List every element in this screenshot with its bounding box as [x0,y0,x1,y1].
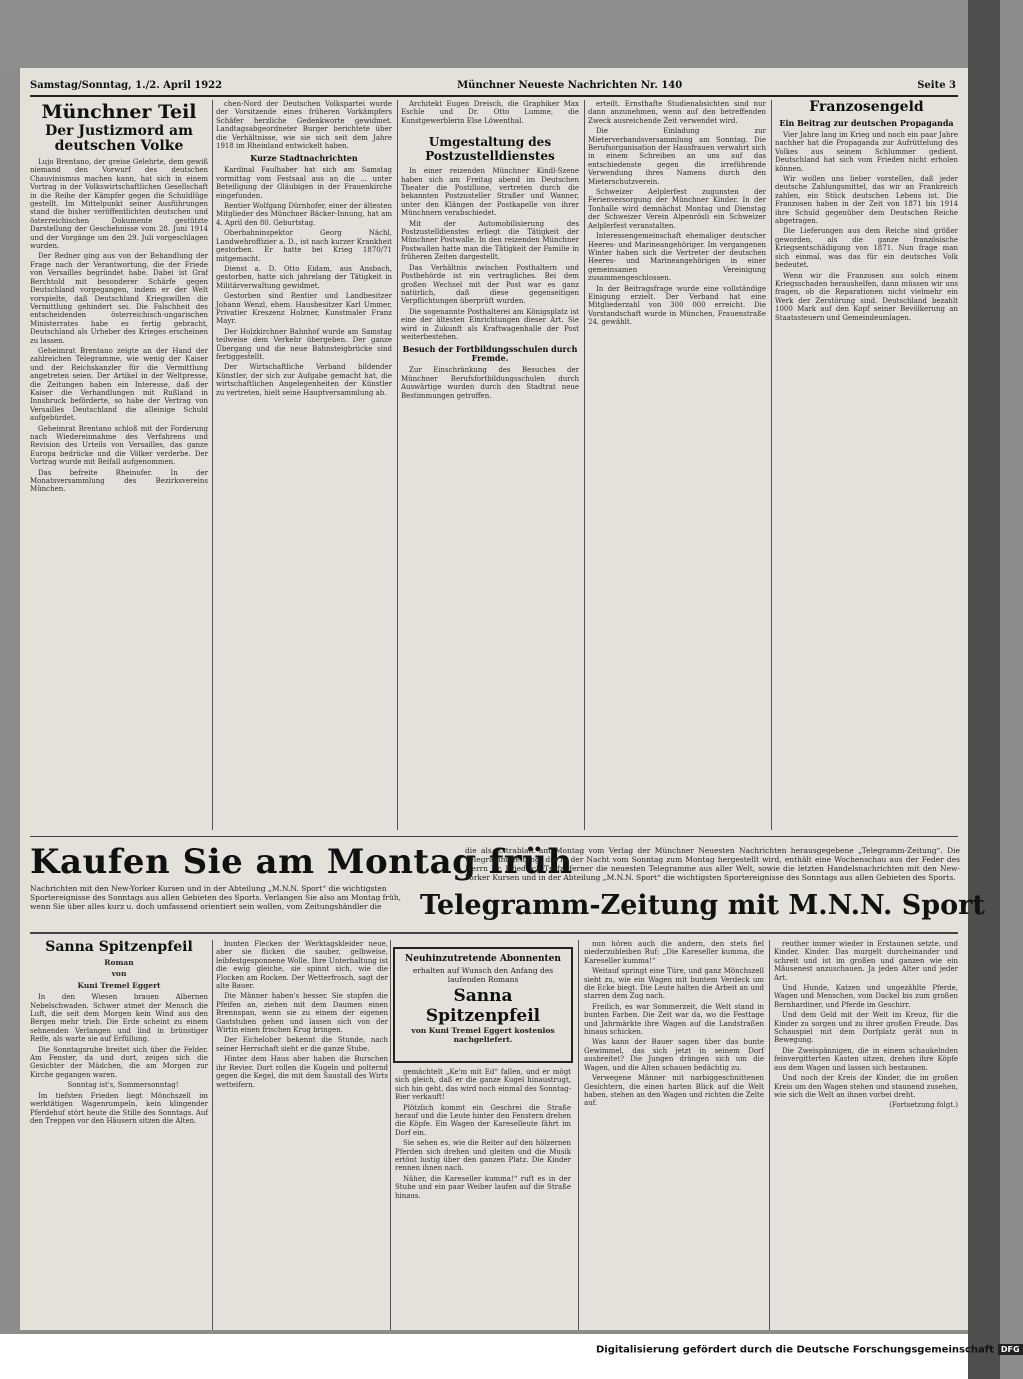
header-masthead: Münchner Neueste Nachrichten Nr. 140 [457,80,683,91]
article-paragraph: In einer reizenden Münchner Kindl-Szene haben sich am Freitag abend im Deutschen Theater die Postillone, vertreten durch die bekannten Postzusteller Straßer und Wanner, unter den Klängen der Postkapelle von ihrer Münchnern verabschiedet. [401,167,579,218]
novel-von: von [111,969,127,979]
subscriber-notice-box [393,947,573,1063]
article-headline: Franzosengeld [809,99,924,115]
digitization-credit [596,1344,1023,1356]
column-stadtnachrichten [216,100,392,830]
article-paragraph: Der Redner ging aus von der Behandlung der Frage nach der Verantwortung, die der Friede von Versailles begründet habe. Dabei ist Graf Berchtold mit besonderer Schärfe gegen Deutschland vorgegangen, indem er der Welt vorspielte, daß Deutschland Kriegswillen die Vermittlung gehindert sei. Die Falschheit des entscheidenden österreichisch-ungarischen Ministerrates habe es fertig gebracht, Deutschland als Urheber des Krieges erscheinen zu lassen. [30,252,208,345]
article-paragraph: Das Verhältnis zwischen Posthaltern und Postbehörde ist ein vertragliches. Bei dem großen Wechsel mit der Post war es ganz natürlich, daß diese gegenseitigen Verpflichtungen überprüft wurden. [401,263,579,306]
ad-headline: Kaufen Sie am Montag früh [30,842,573,882]
article-paragraph: chen-Nord der Deutschen Volkspartei wurde der Vorsitzende eines früheren Vorkämpfers Schäfer herzliche Gedenkworte gewidmet. Landtagsabgeordneter Burger berichtete über die Verhältnisse, wie sie sich seit dem Jahre 1918 im Rheinland entwickelt haben. [216,100,392,151]
section-heading: Besuch der Fortbildungsschulen durch Fremde. [402,344,578,364]
article-paragraph: Vier Jahre lang im Krieg und noch ein paar Jahre nachher hat die Propaganda zur Aufrüttelung des Volkes aus seinem Schlummer gedient. Deutschland hat sich vom Frieden nicht erholen können. [775,131,958,173]
scan-top-margin [0,0,968,68]
novel-paragraph: Die Zweispännigen, die in einem schaukelnden feinvergitterten Kasten sitzen, drehen ihre Köpfe aus dem Wagen und lassen sich bestaunen. [774,1046,958,1072]
column-divider [397,100,398,830]
column-divider [584,100,585,830]
footer-band [0,1334,968,1379]
novel-paragraph: Weitauf springt eine Türe, und ganz Mönchszell sieht zu, wie ein Wagen mit buntem Verdeck um die Ecke biegt. Die Leute halten die Arbeit an und starren dem Zug nach. [584,967,764,1001]
novel-paragraph: Sonntag ist's, Sommersonntag! [67,1081,179,1090]
column-muenchner-teil [30,100,208,830]
article-headline: Umgestaltung des Postzustelldienstes [425,135,555,164]
article-paragraph: Die Einladung zur Mieterverbandsversammlung am Sonntag. Die Berufsorganisation der Hausfrauen verwahrt sich in einem Schreiben an uns auf das entschiedenste gegen die irreführende Verwendung ihres Namens durch den Mieterschutzverein. [588,127,766,186]
page-header [30,80,956,94]
novel-paragraph: Verwegene Männer mit narbiggeschnittenen Gesichtern, die einen harten Blick auf die Welt haben, stehen an den Wagen und richten die Zelte auf. [584,1074,764,1108]
article-paragraph: Schweizer Aelplerfest zugunsten der Ferienversorgung der Münchner Kinder. In der Tonhalle wird demnächst Montag und Dienstag der Schweizer Verein Alpenrösli ein Schweizer Aelplerfest veranstalten. [588,188,766,230]
header-date: Samstag/Sonntag, 1./2. April 1922 [30,80,223,91]
column-franzosengeld [775,100,958,830]
notice-text: von Kuni Tremel Eggert kostenlos nachgeliefert. [411,1026,555,1044]
novel-paragraph: nun hören auch die andern, den stets fiel niederzubleiben Ruf: „Die Kareseller kumma, die Kareseller kumma!“ [584,940,764,965]
novel-paragraph: Im tiefsten Frieden liegt Mönchszell im werktätigen Wagenrumpeln, kein klingender Pferdehuf stört heute die Stille des Sonntags. Auf den Treppen vor den Häusern sitzen die Alten. [30,1091,208,1125]
column-serial-3 [395,1068,571,1330]
novel-paragraph: Sie sehen es, wie die Reiter auf den hölzernen Pferden sich drehen und gleiten und die Musik ertönt lustig über den ganzen Platz. Die Kinder rennen ihnen nach. [395,1139,571,1173]
scan-right-edge [968,0,1000,1379]
column-serial-5 [774,940,958,1330]
novel-paragraph: bunten Flecken der Werktagskleider neue, aber sie flicken die sauber, gelbweise, leibfestgesponnene Wolle. Ihre Unterhaltung ist die ewig gleiche, sie spinnt sich, wie die Flocken am Rocken. Der Wetterfrosch, sagt der alte Bauer. [216,940,388,991]
novel-paragraph: Und dem Geld mit der Welt im Kreuz, für die Kinder zu sorgen und zu ihrer großen Freude. Das Schauspiel mit dem Dorfplatz gerät nun in Bewegung. [774,1011,958,1045]
article-paragraph: Der Holzkirchner Bahnhof wurde am Samstag teilweise dem Verkehr übergeben. Der ganze Übergang und die neue Bahnsteigbrücke sind fertiggestellt. [216,327,392,361]
dfg-logo-icon: DFG [998,1344,1023,1355]
novel-paragraph: Was kann der Bauer sagen über das bunte Gewimmel, das sich jetzt in seinem Dorf ausbreitet? Die Jungen drängen sich um die Wagen, und die Alten schauen bedächtig zu. [584,1038,764,1072]
article-paragraph: Kardinal Faulhaber hat sich am Samstag vormittag vom Festsaal aus an die ... unter Beteiligung der Gläubigen in der Frauenkirche eingefunden. [216,166,392,200]
novel-paragraph: Und Hunde, Katzen und ungezählte Pferde, Wagen und Menschen, vom Dackel bis zum großen Bernhardiner, und Pferde im Geschirr. [774,984,958,1009]
notice-text: erhalten auf Wunsch den Anfang des laufenden Romans [412,966,554,984]
novel-paragraph: Plötzlich kommt ein Geschrei die Straße herauf und die Leute hinter den Fenstern drehen die Köpfe. Ein Wagen der Kareselleute fährt im Dorf ein. [395,1103,571,1137]
article-paragraph: Die Lieferungen aus dem Reiche sind größer geworden, als die ganze französische Kriegsentschädigung von 1871. Nun frage man sich einmal, was das für ein deutsches Volk bedeutet. [775,227,958,270]
column-divider [769,940,770,1330]
novel-title: Sanna Spitzenpfeil [45,939,193,955]
continuation-note: (Fortsetzung folgt.) [889,1101,958,1110]
column-divider [578,940,579,1330]
article-paragraph: erteilt. Ernsthafte Studienabsichten sind nur dann anzunehmen, wenn auf den betreffenden Zweck ausreichende Zeit verwendet wird. [588,100,766,125]
novel-paragraph: Die Männer haben's besser. Sie stopfen die Pfeifen an, ziehen mit dem Daumen einen Brennspan, wenn sie zu einem der eigenen Gaststuben gehen und lassen sich von der Wirtin einen frischen Krug bringen. [216,992,388,1035]
column-vereinsnachrichten [588,100,766,830]
article-paragraph: In der Beitragsfrage wurde eine vollständige Einigung erzielt. Der Verband hat eine Mitgliederzahl von 300 000 erreicht. Die Vorstandschaft wurde in München, Frauenstraße 24, gewählt. [588,284,766,327]
novel-author: Kuni Tremel Eggert [77,980,161,990]
novel-paragraph: Hinter dem Haus aber haben die Burschen ihr Revier. Dort rollen die Kugeln und polternd gegen die Kegel, die mit dem Saustall des Wirts wetteifern. [216,1055,388,1089]
article-paragraph: Interessengemeinschaft ehemaliger deutscher Heeres- und Marineangehöriger. Im vergangenen Winter haben sich die Vertreter der deutschen Heeres- und Marineangehörigen in einer gemeinsamen Vereinigung zusammengeschlossen. [588,232,766,283]
article-paragraph: Das befreite Rheinufer. In der Monatsversammlung des Bezirksvereins München. [30,468,208,494]
novel-paragraph: Die Sonntagsruhe breitet sich über die Felder. Am Fenster, da und dort, zeigen sich die Gesichter der Mädchen, die am Morgen zur Kirche gegangen waren. [30,1045,208,1079]
novel-paragraph: Der Eichelober bekennt die Stunde, nach seiner Herrschaft sieht er die ganze Stube. [216,1036,388,1053]
article-paragraph: Dienst a. D. Otto Eidam, aus Ansbach, gestorben, hatte sich jahrelang der Tätigkeit in Militärverwaltung gewidmet. [216,264,392,290]
article-paragraph: Architekt Eugen Dreisch, die Graphiker Max Eschle und Dr. Otto Lumme, die Kunstgewerblerin Else Löwenthal. [401,100,579,125]
column-divider [212,940,213,1330]
article-paragraph: Der Wirtschaftliche Verband bildender Künstler, der sich zur Aufgabe gemacht hat, die wirtschaftlichen Angelegenheiten der Künstler zu vertreten, hielt seine Hauptversammlung ab. [216,363,392,397]
ad-telegramm-title: Telegramm-Zeitung mit M.N.N. Sport [420,890,985,921]
article-headline: Der Justizmord am deutschen Volke [45,123,193,154]
article-paragraph: Geheimrat Brentano zeigte an der Hand der zahlreichen Telegramme, wie wenig der Kaiser und der Reichskanzler für die Vermittlung angetreten seien. Der Artikel in der Weltpresse, die Zeitungen haben ein Interesse, daß der Kaiser die Verhandlungen mit Rußland in Innsbruck beförderte, so habe der Vertrag von Versailles Deutschland die alleinige Schuld aufgebürdet. [30,346,208,423]
ad-description: die als Extrablatt am Montag vom Verlag der Münchner Neuesten Nachrichten herausgegebene „Telegramm-Zeitung“. Die Telegramm-Zeitung, die in der Nacht vom Sonntag zum Montag hergestellt wird, enthält eine Wochenschau aus der Feder des Herrn Dr. Friedrich Trefz, ferner die neuesten Telegramme aus aller Welt, sowie die letzten Handelsnachrichten mit den New-Yorker Kursen und in der Abteilung „M.N.N. Sport“ die wichtigsten Sportereignisse des Sonntags aus allen Gebieten des Sports. [465,846,960,882]
header-rule [30,95,958,97]
column-serial-4 [584,940,764,1330]
article-paragraph: Geheimrat Brentano schloß mit der Forderung nach Wiedereinnahme des Verfahrens und Revision des Urteils von Versailles, das ganze Europa bedrücke und die Völker verderbe. Der Vortrag wurde mit Beifall aufgenommen. [30,424,208,467]
article-paragraph: Gestorben sind Rentier und Landbesitzer Johann Wenzl, ehem. Hausbesitzer Karl Ummer, Privatier Kreszenz Holzner, Kunstmaler Franz Mayr. [216,292,392,326]
column-serial-novel [30,940,208,1330]
section-heading: Kurze Stadtnachrichten [250,153,358,164]
novel-paragraph: In den Wiesen brauen Albernen Nebelschwaden. Schwer atmet der Mensch die Luft, die seit dem Morgen kein Wind aus den Bergen mehr trieb. Die Erde scheint zu einem sehnenden Verlangen und lind in brünstiger Reife, als warte sie auf Erfüllung. [30,993,208,1044]
novel-paragraph: reuther immer wieder in Erstaunen setzte, und Kinder, Kinder. Das murgelt durcheinander und schreit und ist im großen und ganzen wie ein Mäusenest anzuschauen. Ja jeden Alter und jeder Art. [774,940,958,982]
article-paragraph: Rentier Wolfgang Dürnhofer, einer der ältesten Mitglieder des Münchner Bäcker-Innung, hat am 4. April den 80. Geburtstag. [216,202,392,227]
notice-heading: Neuhinzutretende Abonnenten [405,954,561,964]
header-page-number: Seite 3 [917,80,956,91]
article-paragraph: Wenn wir die Franzosen aus solch einem Kriegsschaden heraushelfen, dann müssen wir uns fragen, ob die Reparationen nicht vielmehr ein Werk der Zerstörung sind. Deutschland bezahlt 1000 Mark auf den Kopf seiner Bevölkerung an Staatssteuern und Gemeindeumlagen. [775,271,958,322]
article-paragraph: Zur Einschränkung des Besuches der Münchner Berufsfortbildungsschulen durch Auswärtige wurden durch den Stadtrat neue Bestimmungen getroffen. [401,366,579,400]
novel-paragraph: Und noch der Kreis der Kinder, die im großen Kreis um den Wagen stehen und staunend zusehen, wie sich die Welt an ihnen vorbei dreht. [774,1074,958,1099]
notice-title: Sanna Spitzenpfeil [425,986,541,1026]
ad-top-rule [30,836,958,837]
column-divider [212,100,213,830]
novel-paragraph: Näher, die Kareseller kumma!“ ruft es in der Stube und ein paar Weiber laufen auf die Straße hinaus. [395,1174,571,1200]
column-divider [771,100,772,830]
novel-genre: Roman [104,958,134,967]
column-postzustelldienst [401,100,579,830]
ad-description-left: Nachrichten mit den New-Yorker Kursen und in der Abteilung „M.N.N. Sport“ die wichtigsten Sportereignisse des Sonntags aus allen Gebieten des Sports. Verlangen Sie also am Montag früh, wenn Sie über alles kurz u. doch umfassend orientiert sein wollen, vom Zeitungshändler die [30,884,402,911]
article-paragraph: Lujo Brentano, der greise Gelehrte, dem gewiß niemand den Vorwurf des deutschen Chauvinismus machen kann, hat sich in einem Vortrag in der Volkswirtschaftlichen Gesellschaft in die Reihe der Kämpfer gegen die Schuldlüge gestellt. Im Mittelpunkt seiner Ausführungen stand die bisher veröffentlichten deutschen und österreichischen Dokumente gestützte Darstellung der Geschehnisse vom 28. Juni 1914 und der Vorgänge um den 29. Juli vorgeschlagen wurden. [30,158,208,251]
novel-paragraph: gemächtelt „Ke'm mit Ed“ fallen, und er mögt sich gleich, daß er die ganze Kugel hinaustrugt, sich hin geht, das wird noch einmal des Sonntag-Bier verkauft! [395,1068,571,1102]
credit-text: Digitalisierung gefördert durch die Deutsche Forschungsgemeinschaft [596,1344,994,1356]
article-paragraph: Mit der Automobilisierung des Postzustelldienstes erliegt die Tätigkeit der Münchner Postwalle. In den reizenden Münchner Postwallen hatte man die Tätigkeit der Familie in früheren Zeiten dargestellt. [401,219,579,262]
article-subheadline: Ein Beitrag zur deutschen Propaganda [779,118,954,128]
column-serial-2 [216,940,388,1330]
section-title: Münchner Teil [41,101,197,123]
novel-paragraph: Freilich, es war Sommerzeit, die Welt stand in bunten Farben. Die Zeit war da, wo die Festtage und Jahrmärkte ihre Wagen auf die Landstraßen hinaus schicken. [584,1002,764,1037]
article-paragraph: Oberbahninspektor Georg Nächl, Landwehroffizier a. D., ist nach kurzer Krankheit gestorben. Er hatte bei Krieg 1870/71 mitgemacht. [216,229,392,263]
article-paragraph: Wir wollen uns lieber vorstellen, daß jeder deutsche Zahlungsmittel, das wir an Frankreich zahlen, ein Stück deutschen Lebens ist. Die Franzosen haben in der Zeit von 1871 bis 1914 ihre Schuld gegenüber dem Deutschen Reiche abgetragen. [775,175,958,226]
column-divider [390,940,391,1330]
ad-bottom-rule [30,932,958,934]
article-paragraph: Die sogenannte Posthalterei am Königsplatz ist eine der ältesten Einrichtungen dieser Art. Sie wird in Zukunft als Kraftwagenhalle der Post weiterbestehen. [401,307,579,341]
